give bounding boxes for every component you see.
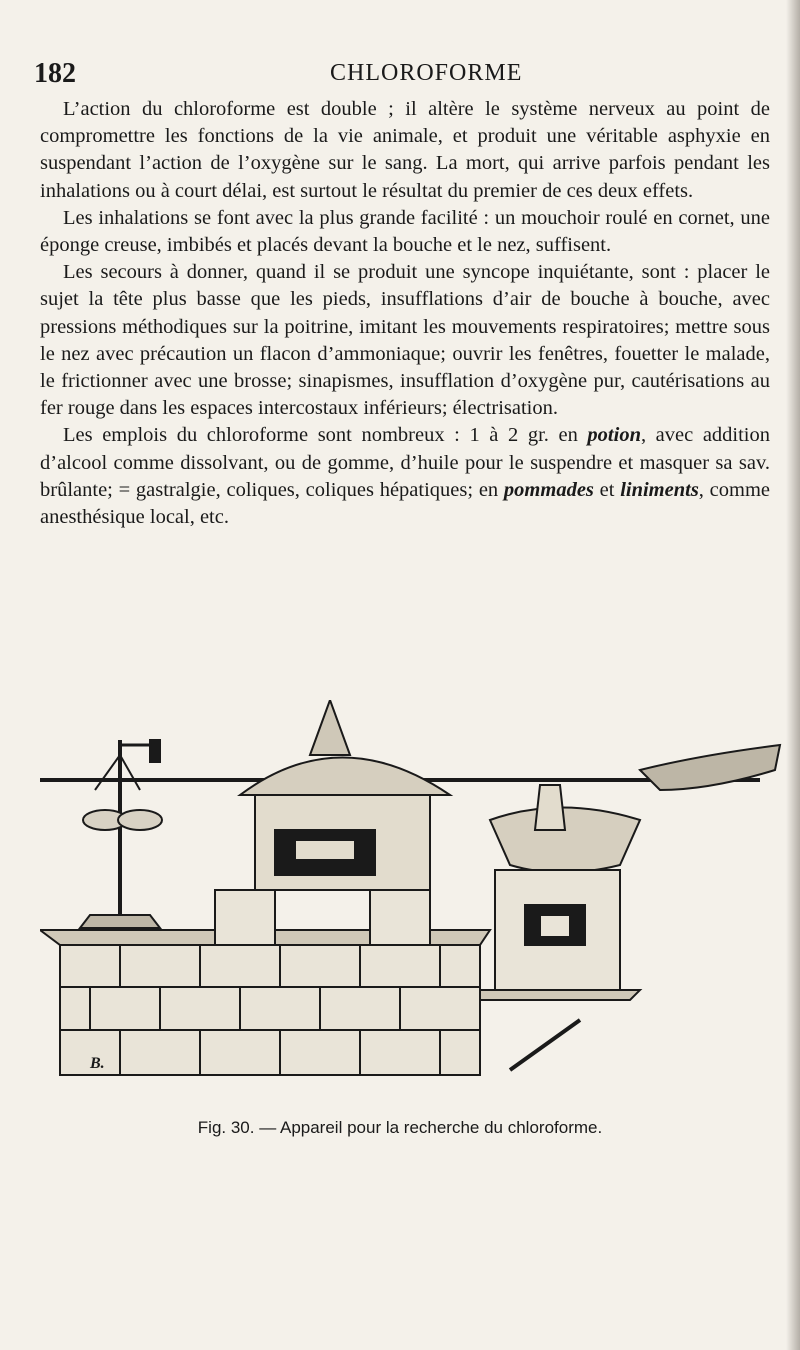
apparatus-engraving — [40, 700, 800, 1100]
italic-term: pommades — [503, 478, 594, 501]
body-text — [40, 96, 770, 531]
paragraph — [40, 96, 770, 205]
figure-caption: Fig. 30. — Appareil pour la recherche du chloroforme. — [197, 1118, 603, 1137]
text-run: L’action du chloroforme est double ; il altère le système nerveux au point de compromettre les fonctions de la vie animale, et produit une véritable asphyxie en suspendant l’action de l’oxygène sur le sang. La mort, qui arrive parfois pendant les inhalations ou à court délai, est surtout le résultat du premier de ces deux effets. — [40, 98, 770, 202]
text-run: , comme anesthésique local, etc. — [40, 478, 771, 529]
running-head: CHLOROFORME — [330, 60, 523, 86]
text-run: et — [593, 478, 621, 501]
page-number: 182 — [34, 58, 76, 89]
text-run: Les emplois du chloroforme sont nombreux : 1 à 2 gr. en — [63, 424, 588, 447]
figure-apparatus — [40, 700, 800, 1100]
brick-furnace — [60, 945, 480, 1075]
paragraph — [40, 259, 770, 422]
text-run: , avec addition d’alcool comme dissolvant, ou de gomme, d’huile pour le suspendre et masquer sa sav. brûlante; = gastralgie, coliques, coliques hépatiques; en — [40, 424, 771, 501]
bellows — [640, 745, 780, 790]
paragraph — [40, 422, 770, 531]
page-edge-shadow — [786, 0, 800, 1350]
engraving-letter: B. — [90, 1055, 105, 1072]
italic-term: liniments — [620, 478, 699, 501]
receiver-basin — [490, 808, 640, 873]
chimney — [310, 700, 350, 755]
page-header — [0, 58, 800, 98]
paragraph — [40, 205, 770, 259]
italic-term: potion — [587, 424, 641, 447]
text-run: Les secours à donner, quand il se produit une syncope inquiétante, sont : placer le sujet la tête plus basse que les pieds, insufflations d’air de bouche à bouche, avec pressions méthodiques sur la poitrine, imitant les mouvements respiratoires; mettre sous le nez avec précaution un flacon d’ammoniaque; ouvrir les fenêtres, fouetter le malade, le frictionner avec une brosse; sinapismes, insufflation d’oxygène pur, cautérisations au fer rouge dans les espaces intercostaux inférieurs; électrisation. — [40, 261, 770, 420]
text-run: Les inhalations se font avec la plus grande facilité : un mouchoir roulé en cornet, une éponge creuse, imbibés et placés devant la bouche et le nez, suffisent. — [40, 206, 770, 257]
